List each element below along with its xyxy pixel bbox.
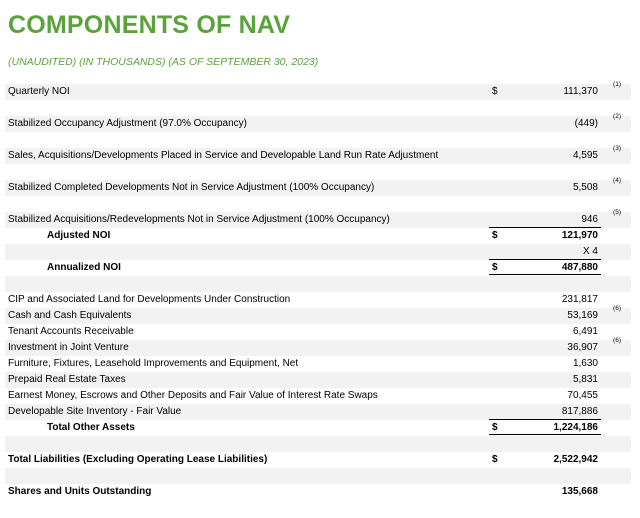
row-value: 231,817 xyxy=(561,294,598,305)
table-row-annualized-noi xyxy=(5,260,631,276)
table-row-cip-land xyxy=(5,292,631,308)
row-label: Sales, Acquisitions/Developments Placed in Service and Developable Land Run Rate Adjustment xyxy=(8,150,439,161)
row-label: Quarterly NOI xyxy=(8,86,70,97)
dollar-sign: $ xyxy=(492,422,498,433)
row-value: 53,169 xyxy=(567,310,598,321)
row-label: Stabilized Acquisitions/Redevelopments Not in Service Adjustment (100% Occupancy) xyxy=(8,214,390,225)
row-value: 946 xyxy=(581,214,598,225)
row-value: 135,668 xyxy=(561,486,598,497)
dollar-sign: $ xyxy=(492,230,498,241)
table-row-shares-units xyxy=(5,484,631,500)
table-row-sales-acquisitions xyxy=(5,145,631,164)
row-value: 4,595 xyxy=(572,150,598,161)
footnote-marker: (3) xyxy=(613,145,621,152)
row-value: 121,970 xyxy=(561,230,598,241)
table-row-furniture xyxy=(5,356,631,372)
footnote-marker: (6) xyxy=(613,305,621,312)
dollar-sign: $ xyxy=(492,262,498,273)
row-value: 36,907 xyxy=(567,342,598,353)
row-label: Stabilized Completed Developments Not in Service Adjustment (100% Occupancy) xyxy=(8,182,375,193)
page-subtitle: (UNAUDITED) (IN THOUSANDS) (AS OF SEPTEMBER 30, 2023) xyxy=(8,56,319,68)
footnote-marker: (5) xyxy=(613,209,621,216)
table-row-multiplier xyxy=(5,244,631,260)
spacer-row xyxy=(5,100,631,116)
row-value: 6,491 xyxy=(572,326,598,337)
spacer-row xyxy=(5,468,631,484)
spacer-row xyxy=(5,276,631,292)
dollar-sign: $ xyxy=(492,454,498,465)
row-value: (449) xyxy=(574,118,598,129)
table-row-joint-venture xyxy=(5,337,631,356)
spacer-row xyxy=(5,436,631,452)
row-label: Earnest Money, Escrows and Other Deposits and Fair Value of Interest Rate Swaps xyxy=(8,390,378,401)
table-row-earnest-money xyxy=(5,388,631,404)
nav-components-table xyxy=(5,81,631,500)
row-label: CIP and Associated Land for Developments Under Construction xyxy=(8,294,291,305)
table-row-stabilized-occupancy xyxy=(5,113,631,132)
spacer-row xyxy=(5,132,631,148)
row-label: Total Other Assets xyxy=(47,422,135,433)
row-value: 5,508 xyxy=(572,182,598,193)
spacer-row xyxy=(5,196,631,212)
dollar-sign: $ xyxy=(492,86,498,97)
row-label: Adjusted NOI xyxy=(47,230,111,241)
footnote-marker: (1) xyxy=(613,81,621,88)
row-label: Shares and Units Outstanding xyxy=(8,486,152,497)
row-label: Stabilized Occupancy Adjustment (97.0% Occupancy) xyxy=(8,118,248,129)
table-row-total-other-assets xyxy=(5,420,631,436)
table-row-completed-developments xyxy=(5,177,631,196)
row-value: 1,630 xyxy=(572,358,598,369)
row-value: 5,831 xyxy=(572,374,598,385)
table-row-cash xyxy=(5,305,631,324)
row-label: Investment in Joint Venture xyxy=(8,342,129,353)
table-row-quarterly-noi xyxy=(5,81,631,100)
footnote-marker: (2) xyxy=(613,113,621,120)
table-row-acquisitions-redevelopments xyxy=(5,209,631,228)
footnote-marker: (6) xyxy=(613,337,621,344)
table-row-adjusted-noi xyxy=(5,228,631,244)
footnote-marker: (4) xyxy=(613,177,621,184)
row-label: Tenant Accounts Receivable xyxy=(8,326,134,337)
row-value: 70,455 xyxy=(567,390,598,401)
row-label: Cash and Cash Equivalents xyxy=(8,310,132,321)
row-label: Developable Site Inventory - Fair Value xyxy=(8,406,182,417)
row-label: Annualized NOI xyxy=(47,262,121,273)
table-row-total-liabilities xyxy=(5,452,631,468)
row-label: Furniture, Fixtures, Leasehold Improvements and Equipment, Net xyxy=(8,358,299,369)
row-label: Prepaid Real Estate Taxes xyxy=(8,374,126,385)
row-label: Total Liabilities (Excluding Operating Lease Liabilities) xyxy=(8,454,268,465)
row-value: 817,886 xyxy=(561,406,598,417)
row-value: 487,880 xyxy=(561,262,598,273)
table-row-prepaid-taxes xyxy=(5,372,631,388)
multiplier-value: X 4 xyxy=(582,246,598,257)
table-row-site-inventory xyxy=(5,404,631,420)
spacer-row xyxy=(5,164,631,180)
row-value: 111,370 xyxy=(563,86,598,97)
page-title: COMPONENTS OF NAV xyxy=(8,11,291,39)
row-value: 1,224,186 xyxy=(553,422,598,433)
row-value: 2,522,942 xyxy=(553,454,598,465)
table-row-tenant-receivable xyxy=(5,324,631,340)
